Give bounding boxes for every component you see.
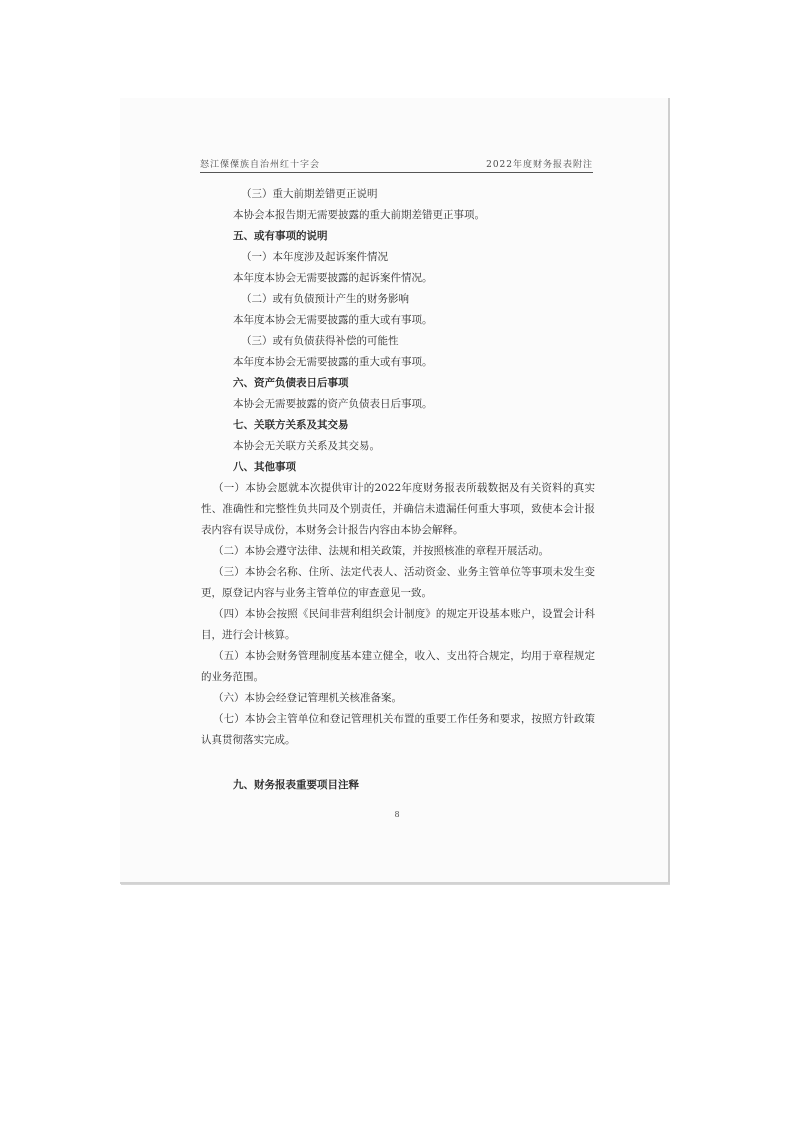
paragraph-item-1: （一）本协会愿就本次提供审计的2022年度财务报表所载数据及有关资料的真实性、准确性和完整性负共同及个别责任，并确信未遗漏任何重大事项，致使本会计报表内容有误导成份，本财务会计报告内容由本协会解释。 xyxy=(201,482,595,536)
body-text: 本年度本协会无需要披露的重大或有事项。 xyxy=(233,356,433,368)
page-edge-right xyxy=(668,98,670,884)
header-rule xyxy=(200,172,593,173)
section-heading: 七、关联方关系及其交易 xyxy=(233,419,349,431)
paragraph-item-2: （二）本协会遵守法律、法规和相关政策，并按照核准的章程开展活动。 xyxy=(213,545,549,557)
section-heading-final: 九、财务报表重要项目注释 xyxy=(233,779,359,791)
subheading: （二）或有负债预计产生的财务影响 xyxy=(241,293,409,305)
page-number: 8 xyxy=(394,810,400,819)
body-text: 本年度本协会无需要披露的重大或有事项。 xyxy=(233,314,433,326)
header-organization: 怒江傈僳族自治州红十字会 xyxy=(200,160,321,170)
paragraph-item-4: （四）本协会按照《民间非营利组织会计制度》的规定开设基本账户，设置会计科目，进行会计核算。 xyxy=(201,608,595,641)
paragraph-item-7: （七）本协会主管单位和登记管理机关布置的重要工作任务和要求，按照方针政策认真贯彻落实完成。 xyxy=(201,713,595,746)
page-edge-bottom xyxy=(120,882,670,884)
header-document-title: 2022年度财务报表附注 xyxy=(486,160,593,170)
body-text: 本协会本报告期无需要披露的重大前期差错更正事项。 xyxy=(233,209,485,221)
paragraph-item-6: （六）本协会经登记管理机关核准备案。 xyxy=(213,692,402,704)
subheading: （一）本年度涉及起诉案件情况 xyxy=(241,251,388,263)
section-heading: 八、其他事项 xyxy=(233,461,296,473)
subheading: （三）重大前期差错更正说明 xyxy=(241,188,378,200)
body-text: 本年度本协会无需要披露的起诉案件情况。 xyxy=(233,272,433,284)
paragraph-item-5: （五）本协会财务管理制度基本建立健全，收入、支出符合规定，均用于章程规定的业务范围。 xyxy=(201,650,595,683)
document-body xyxy=(201,184,595,796)
section-heading: 六、资产负债表日后事项 xyxy=(233,377,349,389)
spacer xyxy=(233,751,595,775)
section-heading: 五、或有事项的说明 xyxy=(233,230,328,242)
body-text: 本协会无关联方关系及其交易。 xyxy=(233,440,380,452)
body-text: 本协会无需要披露的资产负债表日后事项。 xyxy=(233,398,433,410)
paragraph-item-3: （三）本协会名称、住所、法定代表人、活动资金、业务主管单位等事项未发生变更，原登记内容与业务主管单位的审查意见一致。 xyxy=(201,566,595,599)
subheading: （三）或有负债获得补偿的可能性 xyxy=(241,335,399,347)
